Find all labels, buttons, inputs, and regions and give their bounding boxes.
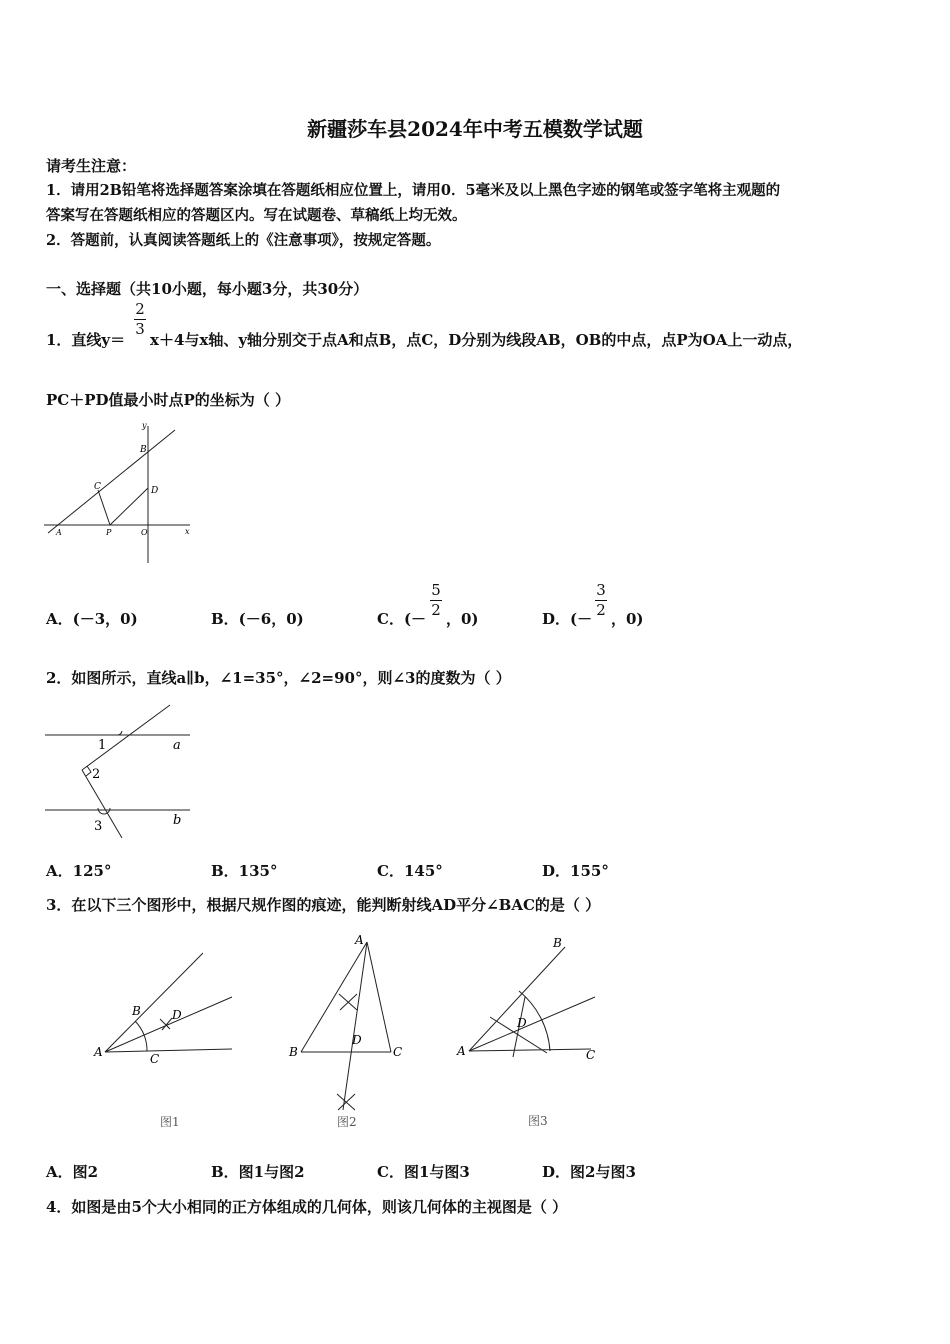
q1-option-c-num: 5 [431,581,441,599]
q1-option-d-den: 2 [596,601,606,619]
page-title: 新疆莎车县2024年中考五模数学试题 [307,117,643,141]
q1-text-line-2: PC＋PD值最小时点P的坐标为（ ） [46,391,291,409]
q1-label-O: O [141,528,148,537]
q3-fig2-label-C: C [393,1045,403,1059]
q1-option-c-post: ，0) [446,610,479,628]
q3-fig1-caption: 图1 [160,1115,180,1129]
q1-label-D: D [151,486,159,496]
q1-fraction [134,302,146,337]
q1-label-B: B [140,445,147,455]
q3-fig3-label-A: A [457,1044,466,1058]
q3-fig3-caption: 图3 [528,1114,548,1128]
q2-label-3: 3 [94,819,103,834]
section-heading: 一、选择题（共10小题，每小题3分，共30分） [46,280,369,298]
q1-label-P: P [106,528,112,537]
notice-item-1-line-1: 1．请用2B铅笔将选择题答案涂填在答题纸相应位置上，请用0．5毫米及以上黑色字迹的钢笔或签字笔将主观题的 [46,182,781,199]
q3-fig3-label-B: B [553,936,562,950]
q1-label-C: C [94,482,101,492]
q3-fig1-label-C: C [150,1052,160,1066]
q3-figure-2 [285,930,415,1135]
q3-option-c[interactable]: C．图1与图3 [377,1163,470,1181]
q2-option-a[interactable]: A．125° [46,862,112,880]
q1-option-b[interactable]: B．(－6，0) [211,610,304,628]
q3-fig3-label-D: D [517,1016,527,1030]
q1-text-prefix: 1．直线y＝ [46,331,126,349]
q3-option-b[interactable]: B．图1与图2 [211,1163,305,1181]
q2-label-a: a [173,738,181,753]
q1-option-d-post: ，0) [611,610,644,628]
q1-option-c-den: 2 [431,601,441,619]
q2-figure [40,700,200,845]
q2-label-b: b [173,813,182,828]
q2-option-d[interactable]: D．155° [542,862,609,880]
q3-figure-1 [90,945,250,1135]
q3-fig2-label-A: A [355,933,364,947]
q3-fig1-label-D: D [172,1008,182,1022]
q1-label-x: x [185,527,190,536]
q1-frac-num: 2 [135,300,145,318]
q1-option-d-frac [595,583,607,618]
q2-option-c[interactable]: C．145° [377,862,443,880]
notice-heading: 请考生注意： [46,157,137,175]
q3-fig1-label-A: A [94,1045,103,1059]
q3-option-d[interactable]: D．图2与图3 [542,1163,636,1181]
q4-text: 4．如图是由5个大小相同的正方体组成的几何体，则该几何体的主视图是（ ） [46,1198,568,1216]
q1-option-c-pre: C．(－ [377,610,427,628]
notice-item-1-line-2: 答案写在答题纸相应的答题区内。写在试题卷、草稿纸上均无效。 [46,207,467,224]
q1-label-y: y [142,421,147,430]
q3-fig2-label-D: D [352,1033,362,1047]
q2-label-2: 2 [92,767,101,782]
q3-text: 3．在以下三个图形中，根据尺规作图的痕迹，能判断射线AD平分∠BAC的是（ ） [46,896,601,914]
q1-option-d-num: 3 [596,581,606,599]
q2-text: 2．如图所示，直线a∥b，∠1=35°，∠2=90°，则∠3的度数为（ ） [46,669,511,687]
notice-item-2: 2．答题前，认真阅读答题纸上的《注意事项》，按规定答题。 [46,232,441,249]
q3-fig2-caption: 图2 [337,1115,357,1129]
q3-figure-3 [455,935,615,1135]
q1-option-c-frac [430,583,442,618]
q3-fig1-label-B: B [132,1004,141,1018]
q1-label-A: A [56,528,62,537]
q3-fig3-label-C: C [586,1048,596,1062]
q1-text-suffix: x＋4与x轴、y轴分别交于点A和点B，点C，D分别为线段AB，OB的中点，点P为OA上一动点， [150,331,803,349]
q1-frac-den: 3 [135,320,145,338]
q1-option-a[interactable]: A．(－3，0) [46,610,138,628]
q3-option-a[interactable]: A．图2 [46,1163,99,1181]
q3-fig2-label-B: B [289,1045,298,1059]
q2-option-b[interactable]: B．135° [211,862,278,880]
q1-option-d-pre: D．(－ [542,610,593,628]
q2-label-1: 1 [98,738,107,753]
q1-figure [40,418,200,568]
